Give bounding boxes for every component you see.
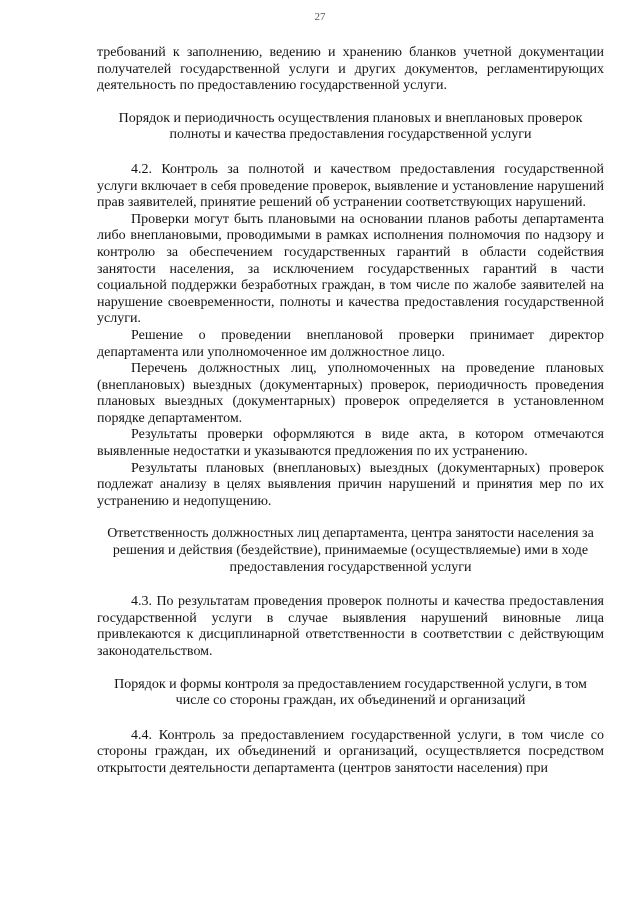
paragraph-officials-list: Перечень должностных лиц, уполномоченных на проведение плановых (внеплановых) выездных (документарных) проверок, периодичность проведения плановых выездных (документарных) проверок определяется в установленном порядке департаментом.: [97, 361, 604, 426]
paragraph-inspection-types: Проверки могут быть плановыми на основании планов работы департамента либо внеплановыми, проводимыми в рамках исполнения полномочия по надзору и контролю за обеспечением государственных гарантий в области содействия занятости населения, за исключением государственных гарантий в части социальной поддержки безработных граждан, в том числе по жалобе заявителей на нарушение своевременности, полноты и качества предоставления государственной услуги.: [97, 211, 604, 327]
section-heading-responsibility: Ответственность должностных лиц департамента, центра занятости населения за решения и действия (бездействие), принимаемые (осуществляемые) ими в ходе предоставления государственной услуги: [107, 526, 594, 575]
paragraph-inspection-results: Результаты проверки оформляются в виде акта, в котором отмечаются выявленные недостатки и указываются предложения по их устранению.: [97, 427, 604, 460]
paragraph-4-3: 4.3. По результатам проведения проверок полноты и качества предоставления государственной услуги в случае выявления нарушений виновные лица привлекаются к дисциплинарной ответственности в соответствии с действующим законодательством.: [97, 594, 604, 659]
paragraph-unscheduled-decision: Решение о проведении внеплановой проверки принимает директор департамента или уполномоченное им должностное лицо.: [97, 327, 604, 360]
paragraph-results-analysis: Результаты плановых (внеплановых) выездных (документарных) проверок подлежат анализу в целях выявления причин нарушений и принятия мер по их устранению и недопущению.: [97, 460, 604, 509]
page-number: 27: [314, 11, 326, 23]
section-heading-inspections: Порядок и периодичность осуществления плановых и внеплановых проверок полноты и качества предоставления государственной услуги: [118, 110, 583, 143]
paragraph-4-4: 4.4. Контроль за предоставлением государственной услуги, в том числе со стороны граждан, их объединений и организаций, осуществляется посредством открытости деятельности департамента (центров занятости населения) при: [97, 727, 604, 776]
paragraph-4-2: 4.2. Контроль за полнотой и качеством предоставления государственной услуги включает в себя проведение проверок, выявление и установление нарушений прав заявителей, принятие решений об устранении соответствующих нарушений.: [97, 161, 604, 211]
document-body: [97, 45, 604, 778]
section-heading-control-forms: Порядок и формы контроля за предоставлением государственной услуги, в том числе со стороны граждан, их объединений и организаций: [114, 676, 587, 709]
intro-paragraph: требований к заполнению, ведению и хранению бланков учетной документации получателей государственной услуги и других документов, регламентирующих деятельность по предоставлению государственной услуги.: [97, 45, 604, 94]
